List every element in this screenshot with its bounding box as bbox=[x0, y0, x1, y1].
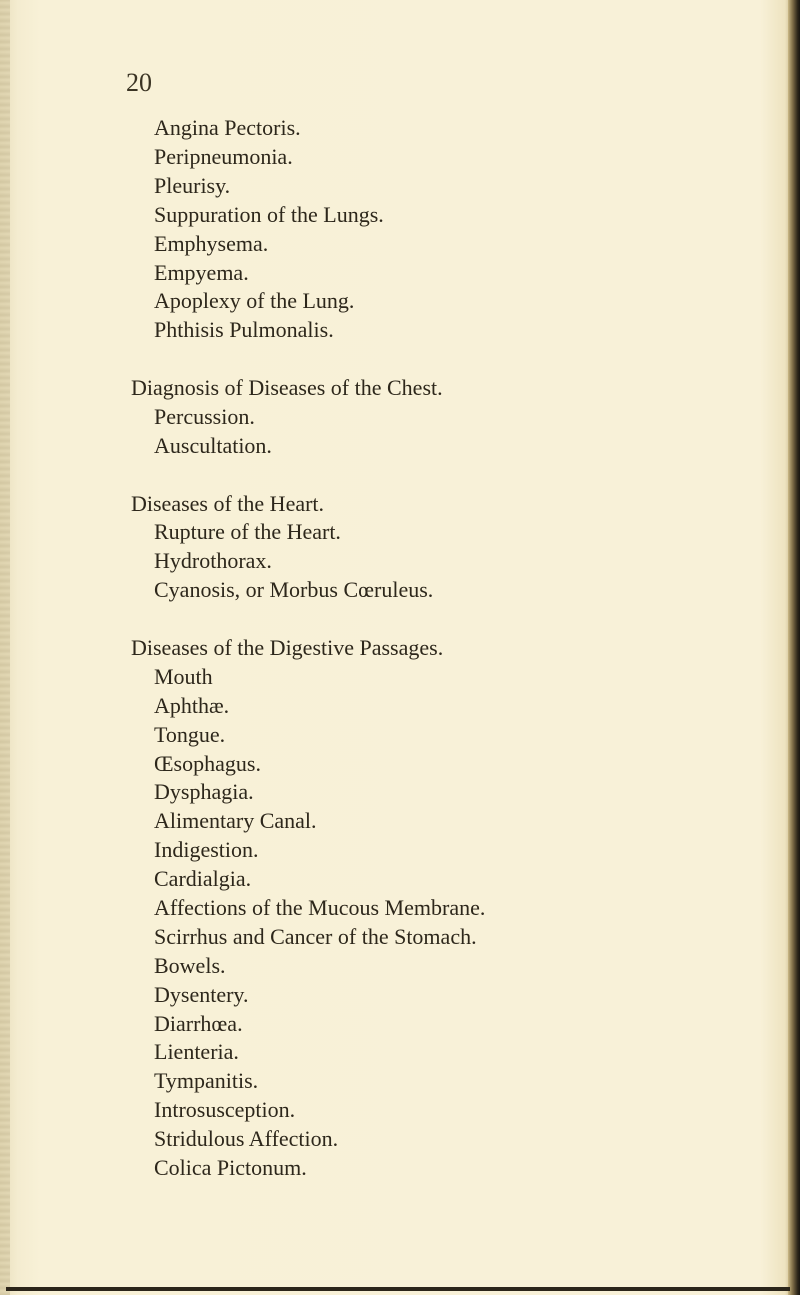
list-item: Scirrhus and Cancer of the Stomach. bbox=[154, 924, 477, 949]
list-item: Œsophagus. bbox=[154, 751, 261, 776]
list-item: Introsusception. bbox=[154, 1097, 296, 1122]
list-item: Bowels. bbox=[154, 953, 226, 978]
list-item: Angina Pectoris. bbox=[154, 115, 301, 140]
list-item: Tympanitis. bbox=[154, 1068, 259, 1093]
section-heading-heart: Diseases of the Heart. bbox=[131, 491, 325, 516]
list-item: Dysphagia. bbox=[154, 779, 254, 804]
list-item: Lienteria. bbox=[154, 1039, 239, 1064]
list-item: Cardialgia. bbox=[154, 866, 252, 891]
page-right-edge bbox=[788, 0, 800, 1295]
list-item: Suppuration of the Lungs. bbox=[154, 202, 384, 227]
list-item: Dysentery. bbox=[154, 982, 249, 1007]
list-item: Tongue. bbox=[154, 722, 226, 747]
list-item: Auscultation. bbox=[154, 433, 272, 458]
section-heading-chest: Diagnosis of Diseases of the Chest. bbox=[131, 375, 443, 400]
section-heading-digestive: Diseases of the Digestive Passages. bbox=[131, 635, 444, 660]
page-number: 20 bbox=[126, 68, 152, 97]
list-item: Colica Pictonum. bbox=[154, 1155, 307, 1180]
page-left-edge bbox=[0, 0, 10, 1295]
list-item: Stridulous Affection. bbox=[154, 1126, 339, 1151]
list-item: Percussion. bbox=[154, 404, 255, 429]
list-item: Diarrhœa. bbox=[154, 1011, 243, 1036]
list-item: Alimentary Canal. bbox=[154, 808, 317, 833]
list-item: Cyanosis, or Morbus Cœruleus. bbox=[154, 577, 434, 602]
list-item: Phthisis Pulmonalis. bbox=[154, 317, 334, 342]
list-item: Empyema. bbox=[154, 260, 249, 285]
list-item: Emphysema. bbox=[154, 231, 269, 256]
page-bottom-edge bbox=[6, 1287, 790, 1291]
list-item: Mouth bbox=[154, 664, 213, 689]
list-item: Pleurisy. bbox=[154, 173, 231, 198]
list-item: Rupture of the Heart. bbox=[154, 519, 341, 544]
list-item: Peripneumonia. bbox=[154, 144, 293, 169]
list-item: Indigestion. bbox=[154, 837, 259, 862]
list-item: Hydrothorax. bbox=[154, 548, 272, 573]
list-item: Apoplexy of the Lung. bbox=[154, 288, 355, 313]
list-item: Affections of the Mucous Membrane. bbox=[154, 895, 486, 920]
list-item: Aphthæ. bbox=[154, 693, 230, 718]
